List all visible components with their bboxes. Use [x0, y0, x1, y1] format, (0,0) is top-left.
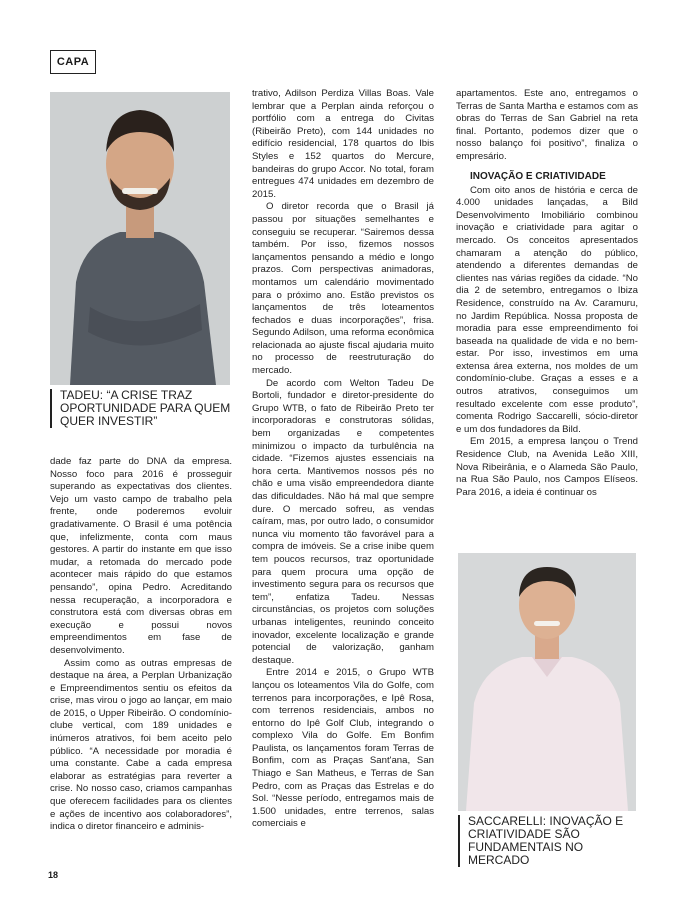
section-tag: CAPA	[50, 50, 96, 74]
portrait-tadeu-image	[50, 92, 230, 385]
article-column-1	[50, 456, 232, 860]
paragraph: O diretor recorda que o Brasil já passou por situações semelhantes e conseguiu se recuperar. “Sairemos dessa também. Por isso, fizemos nossos lançamentos pensando a médio e longo prazos. Com perspectivas animadoras, montamos um calendário movimentado para o próximo ano. Estão previstos os lançamentos de três loteamentos fechados e duas incorporações”, frisa. Segundo Adilson, uma reforma econômica relacionada ao ajuste fiscal ajudaria muito no processo de reestruturação do mercado.	[252, 201, 434, 377]
photo-saccarelli	[458, 553, 636, 811]
paragraph: dade faz parte do DNA da empresa. Nosso foco para 2016 é prosseguir superando as expectativas dos clientes. Vejo um vasto campo de trabalho pela frente, onde poderemos evoluir gradativamente. O Brasil é uma potência que, infelizmente, conta com maus gestores. A partir do instante em que isso mudar, a retomada do mercado pode acontecer mais rápido do que estamos pensando”, opina Pedro. Acreditando nessa recuperação, a incorporadora e construtora está com diversas obras em execução e possui novos empreendimentos em fase de desenvolvimento.	[50, 456, 232, 656]
caption-tadeu: TADEU: “A CRISE TRAZ OPORTUNIDADE PARA QUEM QUER INVESTIR”	[50, 389, 240, 428]
page-number: 18	[48, 870, 59, 880]
subheading: INOVAÇÃO E CRIATIVIDADE	[470, 170, 606, 182]
paragraph: Entre 2014 e 2015, o Grupo WTB lançou os loteamentos Vila do Golfe, com terrenos para incorporações, e Ipê Rosa, com terrenos residenciais, ambos no entorno do Ipê Golf Club, integrando o complexo Vila do Golfe. Em Bonfim Paulista, os lançamentos foram Terras de Bonfim, com as Praças Sant'ana, San Thiago e San Matheus, e Terras de San Pedro, com as Praças das Estrelas e do Sol. “Nesse período, entregamos mais de 1.500 unidades, entre terrenos, salas comerciais e	[252, 667, 434, 830]
article-column-2	[252, 88, 434, 860]
paragraph: Em 2015, a empresa lançou o Trend Residence Club, na Avenida Leão XIII, Nova Ribeirânia, e o Alameda São Paulo, na Rua São Paulo, nos Campos Elíseos. Para 2016, a ideia é continuar os	[456, 436, 638, 498]
article-column-3	[456, 88, 638, 548]
caption-saccarelli: SACCARELLI: INOVAÇÃO E CRIATIVIDADE SÃO FUNDAMENTAIS NO MERCADO	[458, 815, 646, 867]
paragraph: De acordo com Welton Tadeu De Bortoli, fundador e diretor-presidente do Grupo WTB, o fato de Ribeirão Preto ter incorporadoras e construtoras sólidas, bem organizadas e competentes minimizou o impacto da turbulência na cidade. “Fizemos ajustes essenciais na hora certa. Mantivemos nossos pés no chão e uma visão empreendedora diante das dificuldades. Não há mal que sempre dure. O mercado sofreu, as vendas caíram, mas, por outro lado, o consumidor nunca viu momento tão favorável para a compra de imóveis. Se a crise inibe quem tem poucos recursos, traz oportunidade para quem procura uma opção de investimento segura para os recursos que tem”, enfatiza Tadeu. Nessas circunstâncias, os projetos com soluções urbanas inteligentes, reunindo conceito inovador, excelente localização e grande potencial de valorização, ganham destaque.	[252, 377, 434, 666]
photo-tadeu	[50, 92, 230, 385]
paragraph: Com oito anos de história e cerca de 4.000 unidades lançadas, a Bild Desenvolvimento Imobiliário combinou inovação e criatividade para agitar o mercado. Os conceitos apresentados chamaram a atenção do público, atendendo a diferentes demandas de clientes nas várias regiões da cidade. “No dia 2 de setembro, entregamos o Ibiza Residence, construído na Av. Caramuru, no Jardim República. Nossa proposta de moradia para esse empreendimento foi baseada na qualidade de vida e no bem-estar. Por isso, investimos em uma extensa área externa, nos moldes de um condomínio-clube. Graças a esses e a outros atrativos, conseguimos um resultado excelente com esse produto”, comenta Rodrigo Saccarelli, sócio-diretor e um dos fundadores da Bild.	[456, 184, 638, 435]
paragraph: apartamentos. Este ano, entregamos o Terras de Santa Martha e estamos com as obras do Terras de San Gabriel na reta final. Portanto, podemos dizer que o nosso balanço foi positivo”, finaliza o empresário.	[456, 88, 638, 162]
paragraph: trativo, Adilson Perdiza Villas Boas. Vale lembrar que a Perplan ainda reforçou o portfólio com a entrega do Civitas (Ribeirão Preto), com 144 unidades no edifício residencial, 178 quartos do Ibis Styles e 152 quartos do Mercure, bandeiras do grupo Accor. No total, foram entregues 474 unidades em dezembro de 2015.	[252, 88, 434, 200]
paragraph: Assim como as outras empresas de destaque na área, a Perplan Urbanização e Empreendimentos sentiu os efeitos da crise, mas virou o jogo ao lançar, em maio de 2015, o Upper Ribeirão. O condomínio-clube vertical, com 189 unidades e inúmeros atrativos, foi bem aceito pelo público. “A necessidade por moradia é uma constante. Cabe a cada empresa elaborar as estratégias para reverter a crise. No nosso caso, criamos campanhas que oferecem facilidades para os clientes e ações de incentivo aos colaboradores”, indica o diretor financeiro e adminis-	[50, 657, 232, 833]
portrait-saccarelli-image	[458, 553, 636, 811]
